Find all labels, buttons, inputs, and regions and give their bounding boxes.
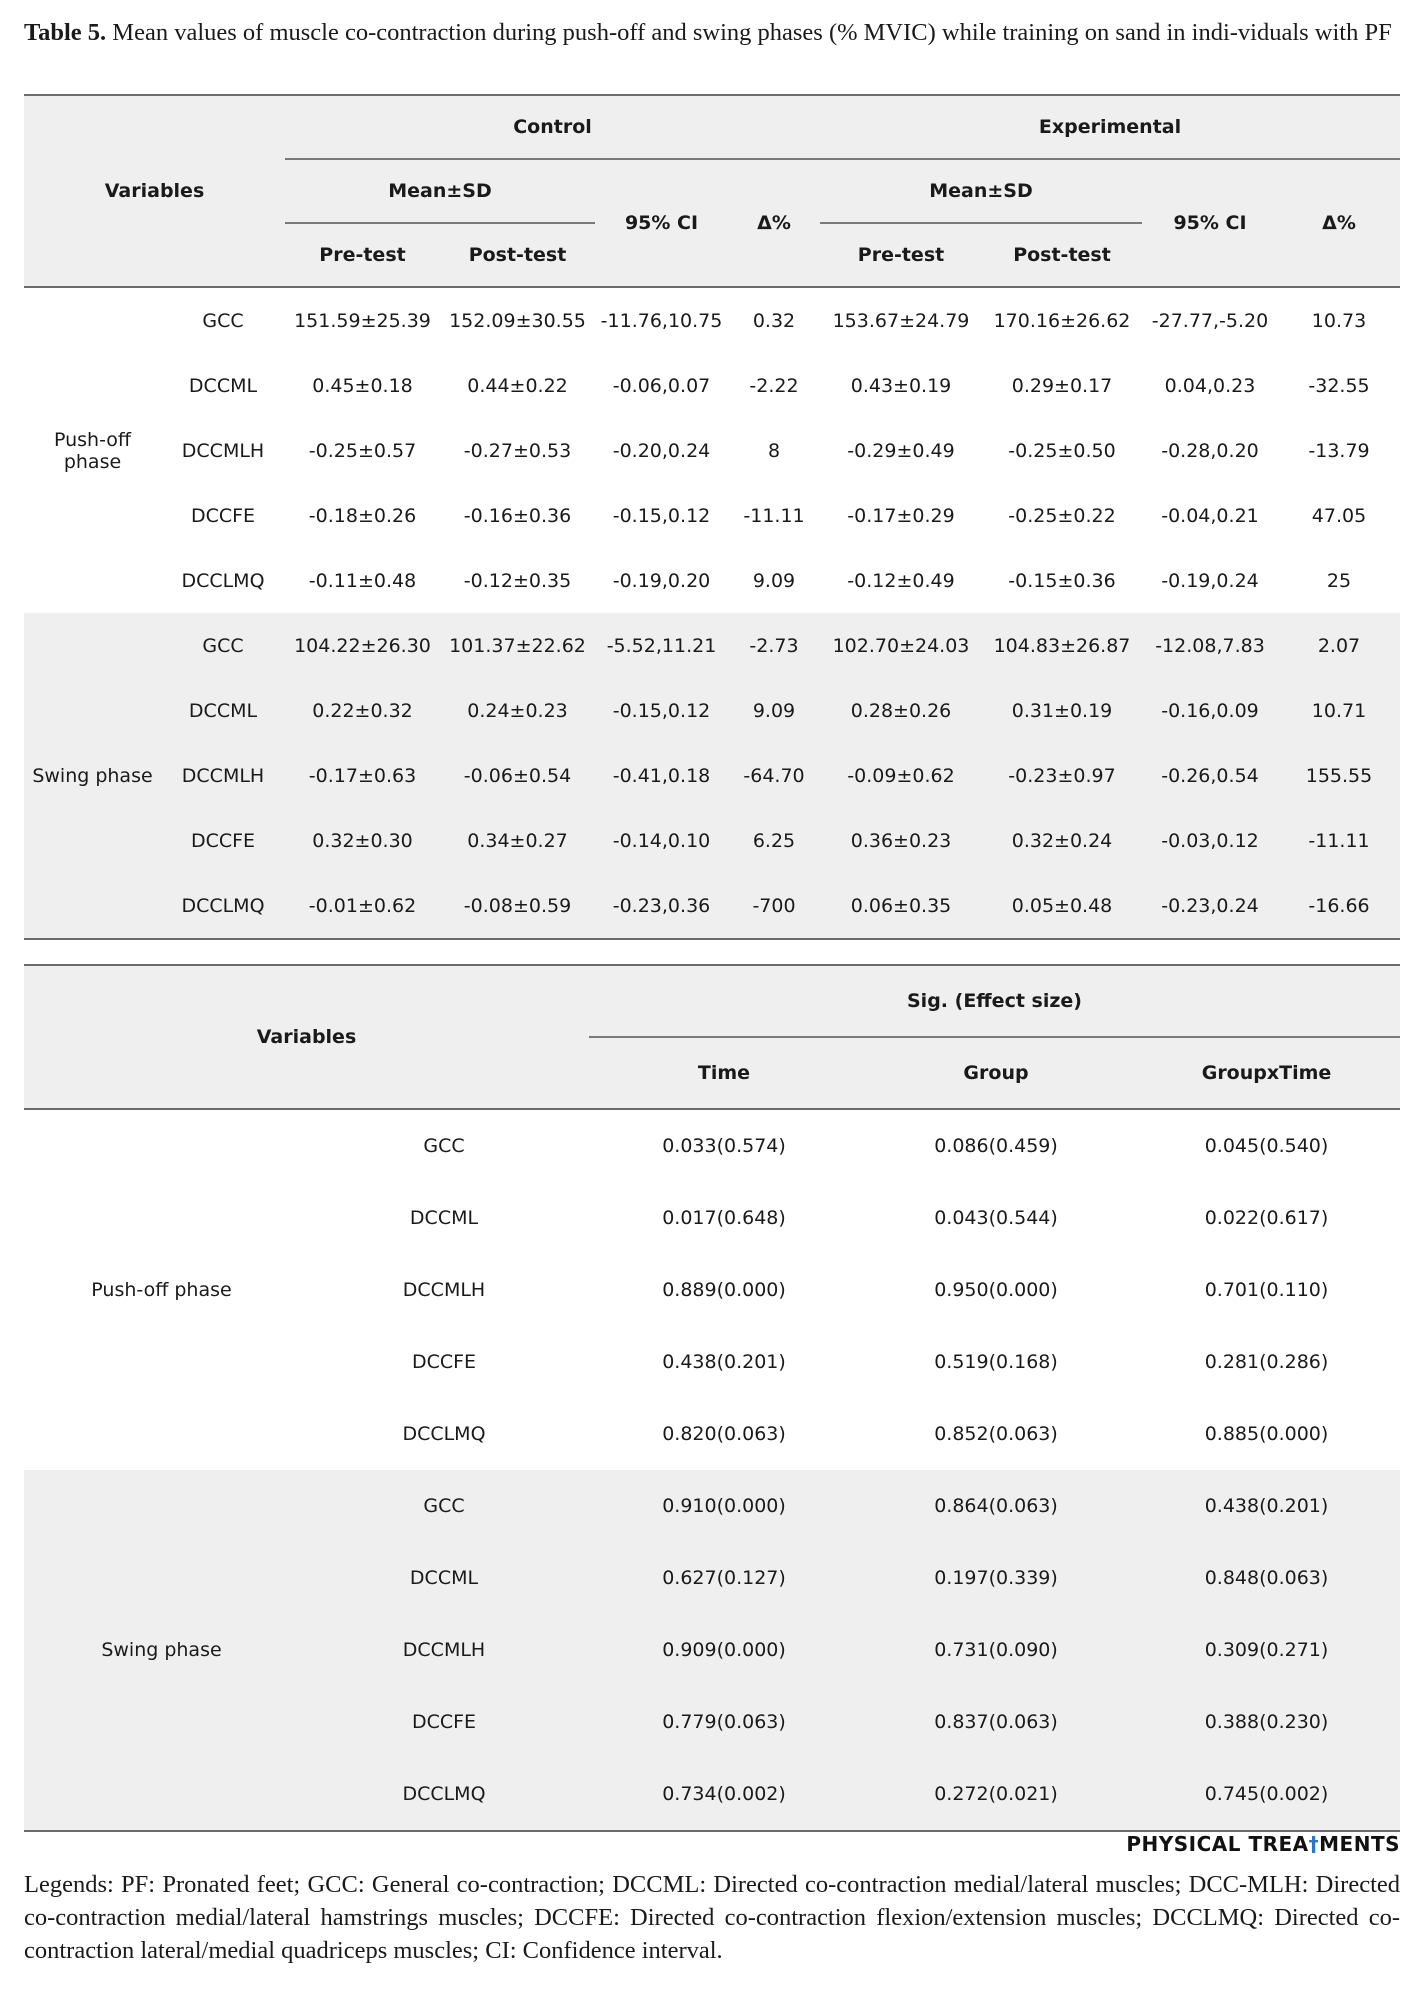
significance-table xyxy=(24,964,1400,1832)
descriptive-stats-table xyxy=(24,94,1400,940)
experimental-post-cell: -0.25±0.22 xyxy=(1008,504,1116,527)
variable-cell: DCCFE xyxy=(411,1351,477,1373)
logo-text-end: MENTS xyxy=(1319,1832,1400,1856)
experimental-post-cell: -0.15±0.36 xyxy=(1008,569,1116,592)
control-post-cell: 0.34±0.27 xyxy=(467,829,568,852)
control-delta-cell: 8 xyxy=(767,439,781,462)
group-cell: 0.837(0.063) xyxy=(934,1711,1058,1733)
control-post-cell: -0.12±0.35 xyxy=(463,569,572,592)
variables-header: Variables xyxy=(24,95,285,287)
control-post-cell: -0.06±0.54 xyxy=(463,764,572,787)
groupxtime-cell: 0.045(0.540) xyxy=(1204,1135,1329,1157)
experimental-post-cell: 0.05±0.48 xyxy=(982,873,1142,939)
control-delta-cell: -64.70 xyxy=(743,764,805,787)
experimental-delta-cell: -32.55 xyxy=(1308,374,1370,397)
control-pre-cell: 104.22±26.30 xyxy=(294,634,431,657)
variable-cell: DCCMLH xyxy=(402,1279,486,1301)
control-pre-cell: 151.59±25.39 xyxy=(294,309,431,332)
document-page xyxy=(24,0,1400,49)
experimental-post-cell: 104.83±26.87 xyxy=(993,634,1131,657)
group-cell: 0.731(0.090) xyxy=(934,1639,1058,1661)
control-pre-cell: -0.01±0.62 xyxy=(285,873,440,939)
control-post-cell: 0.44±0.22 xyxy=(467,374,568,397)
phase-label: Swing phase xyxy=(24,1470,299,1831)
control-delta-cell: 9.09 xyxy=(752,699,796,722)
sig-effect-size-header: Sig. (Effect size) xyxy=(589,965,1400,1037)
groupxtime-header: GroupxTime xyxy=(1133,1037,1400,1109)
table-row xyxy=(24,1109,1400,1182)
groupxtime-cell: 0.388(0.230) xyxy=(1204,1711,1329,1733)
variable-cell: DCCLMQ xyxy=(161,873,285,939)
control-pre-header: Pre-test xyxy=(285,223,440,287)
table-row xyxy=(24,353,1400,418)
experimental-post-cell: -0.23±0.97 xyxy=(1008,764,1116,787)
time-header: Time xyxy=(589,1037,859,1109)
control-pre-cell: -0.11±0.48 xyxy=(308,569,417,592)
experimental-pre-cell: -0.17±0.29 xyxy=(847,504,955,527)
variable-cell: DCCLMQ xyxy=(299,1758,589,1831)
control-header: Control xyxy=(285,95,820,159)
experimental-pre-cell: 153.67±24.79 xyxy=(832,309,970,332)
variable-cell: GCC xyxy=(423,1135,465,1157)
control-mean-sd-header: Mean±SD xyxy=(285,159,595,223)
control-ci-cell: -5.52,11.21 xyxy=(606,634,717,657)
experimental-ci-cell: 0.04,0.23 xyxy=(1164,374,1256,397)
control-ci-cell: -11.76,10.75 xyxy=(600,309,723,332)
experimental-ci-cell: -0.03,0.12 xyxy=(1161,829,1259,852)
phase-label: Push-off phase xyxy=(53,428,132,473)
variable-cell: DCCML xyxy=(409,1207,479,1229)
control-ci-cell: -0.41,0.18 xyxy=(612,764,711,787)
time-cell: 0.909(0.000) xyxy=(662,1639,786,1661)
table-title: Mean values of muscle co-contraction during push-off and swing phases (% MVIC) while training on sand in indi-viduals with PF xyxy=(112,19,1392,46)
group-cell: 0.272(0.021) xyxy=(859,1758,1133,1831)
groupxtime-cell: 0.848(0.063) xyxy=(1204,1567,1329,1589)
group-header: Group xyxy=(859,1037,1133,1109)
experimental-ci-cell: -0.28,0.20 xyxy=(1161,439,1259,462)
control-pre-cell: -0.18±0.26 xyxy=(308,504,417,527)
control-ci-cell: -0.19,0.20 xyxy=(612,569,711,592)
experimental-header: Experimental xyxy=(820,95,1400,159)
table-row xyxy=(24,1470,1400,1542)
experimental-pre-header: Pre-test xyxy=(820,223,982,287)
control-post-cell: 101.37±22.62 xyxy=(449,634,586,657)
table-row xyxy=(24,287,1400,353)
time-cell: 0.820(0.063) xyxy=(662,1423,786,1445)
control-post-cell: -0.27±0.53 xyxy=(463,439,572,462)
table-row xyxy=(24,613,1400,678)
experimental-pre-cell: 0.36±0.23 xyxy=(850,829,952,852)
variable-cell: DCCML xyxy=(188,699,258,722)
control-delta-cell: 9.09 xyxy=(752,569,796,592)
variable-cell: DCCLMQ xyxy=(181,569,265,592)
phase-label: Swing phase xyxy=(24,613,161,939)
time-cell: 0.627(0.127) xyxy=(662,1567,786,1589)
variable-cell: GCC xyxy=(202,634,244,657)
control-ci-cell: -0.15,0.12 xyxy=(612,504,711,527)
experimental-ci-cell: -27.77,-5.20 xyxy=(1151,309,1269,332)
control-pre-cell: -0.17±0.63 xyxy=(308,764,417,787)
groupxtime-cell: 0.745(0.002) xyxy=(1133,1758,1400,1831)
control-ci-cell: -0.14,0.10 xyxy=(612,829,711,852)
experimental-delta-cell: -13.79 xyxy=(1308,439,1370,462)
control-delta-cell: -11.11 xyxy=(743,504,805,527)
experimental-delta-cell: -11.11 xyxy=(1308,829,1370,852)
experimental-pre-cell: -0.29±0.49 xyxy=(847,439,955,462)
time-cell: 0.033(0.574) xyxy=(662,1135,786,1157)
logo-cross-icon: † xyxy=(1308,1832,1320,1856)
table-row xyxy=(24,808,1400,873)
control-delta-cell: -2.73 xyxy=(749,634,799,657)
experimental-delta-header: Δ% xyxy=(1278,159,1400,287)
control-delta-header: Δ% xyxy=(728,159,820,287)
groupxtime-cell: 0.885(0.000) xyxy=(1204,1423,1329,1445)
table-legend: Legends: PF: Pronated feet; GCC: General co-contraction; DCCML: Directed co-contraction medial/lateral muscles; DCC-MLH: Directed co-contraction medial/lateral hamstrings muscles; DCCFE: Directed co-contraction flexion/extension muscles; DCCLMQ: Directed co-contraction lateral/medial quadriceps muscles; CI: Confidence interval. xyxy=(24,1871,1400,1964)
time-cell: 0.734(0.002) xyxy=(589,1758,859,1831)
variable-cell: DCCML xyxy=(188,374,258,397)
phase-label: Push-off phase xyxy=(91,1279,232,1301)
group-cell: 0.086(0.459) xyxy=(934,1135,1058,1157)
experimental-pre-cell: 102.70±24.03 xyxy=(832,634,970,657)
control-ci-cell: -0.15,0.12 xyxy=(612,699,711,722)
time-cell: 0.438(0.201) xyxy=(662,1351,786,1373)
group-cell: 0.864(0.063) xyxy=(934,1495,1058,1517)
experimental-pre-cell: -0.09±0.62 xyxy=(847,764,955,787)
experimental-ci-cell: -12.08,7.83 xyxy=(1155,634,1265,657)
control-delta-cell: 6.25 xyxy=(752,829,796,852)
variable-cell: DCCFE xyxy=(411,1711,477,1733)
experimental-delta-cell: -16.66 xyxy=(1278,873,1400,939)
logo-text-start: PHYSICAL TREA xyxy=(1126,1832,1309,1856)
groupxtime-cell: 0.022(0.617) xyxy=(1204,1207,1329,1229)
experimental-post-cell: 0.29±0.17 xyxy=(1011,374,1113,397)
group-cell: 0.852(0.063) xyxy=(934,1423,1058,1445)
experimental-ci-header: 95% CI xyxy=(1142,159,1278,287)
table-row xyxy=(24,873,1400,939)
variable-cell: DCCML xyxy=(409,1567,479,1589)
control-ci-cell: -0.20,0.24 xyxy=(612,439,711,462)
experimental-post-cell: 0.31±0.19 xyxy=(1011,699,1113,722)
experimental-delta-cell: 2.07 xyxy=(1317,634,1361,657)
experimental-pre-cell: 0.28±0.26 xyxy=(850,699,952,722)
variable-cell: DCCMLH xyxy=(402,1639,486,1661)
time-cell: 0.910(0.000) xyxy=(662,1495,786,1517)
table-row xyxy=(24,743,1400,808)
table-row xyxy=(24,483,1400,548)
groupxtime-cell: 0.701(0.110) xyxy=(1204,1279,1329,1301)
experimental-post-cell: -0.25±0.50 xyxy=(1008,439,1116,462)
control-post-cell: -0.16±0.36 xyxy=(463,504,572,527)
table-row xyxy=(24,548,1400,613)
experimental-pre-cell: 0.43±0.19 xyxy=(850,374,952,397)
experimental-pre-cell: -0.12±0.49 xyxy=(847,569,955,592)
experimental-ci-cell: -0.04,0.21 xyxy=(1161,504,1259,527)
groupxtime-cell: 0.309(0.271) xyxy=(1204,1639,1329,1661)
variable-cell: DCCFE xyxy=(190,829,256,852)
journal-logo xyxy=(1126,1832,1400,1856)
variable-cell: GCC xyxy=(423,1495,465,1517)
control-pre-cell: -0.25±0.57 xyxy=(308,439,417,462)
control-post-header: Post-test xyxy=(440,223,595,287)
control-post-cell: -0.08±0.59 xyxy=(440,873,595,939)
control-pre-cell: 0.32±0.30 xyxy=(312,829,413,852)
control-delta-cell: -2.22 xyxy=(749,374,799,397)
control-post-cell: 0.24±0.23 xyxy=(467,699,568,722)
control-pre-cell: 0.22±0.32 xyxy=(312,699,413,722)
table-caption xyxy=(24,16,1400,49)
experimental-delta-cell: 10.71 xyxy=(1311,699,1367,722)
experimental-post-cell: 170.16±26.62 xyxy=(993,309,1131,332)
experimental-ci-cell: -0.16,0.09 xyxy=(1161,699,1259,722)
experimental-post-header: Post-test xyxy=(982,223,1142,287)
experimental-post-cell: 0.32±0.24 xyxy=(1011,829,1113,852)
experimental-delta-cell: 10.73 xyxy=(1311,309,1367,332)
experimental-delta-cell: 155.55 xyxy=(1305,764,1373,787)
groupxtime-cell: 0.438(0.201) xyxy=(1204,1495,1329,1517)
experimental-pre-cell: 0.06±0.35 xyxy=(820,873,982,939)
group-cell: 0.043(0.544) xyxy=(934,1207,1058,1229)
experimental-delta-cell: 47.05 xyxy=(1311,504,1367,527)
experimental-delta-cell: 25 xyxy=(1326,569,1352,592)
variable-cell: DCCFE xyxy=(190,504,256,527)
control-delta-cell: 0.32 xyxy=(752,309,796,332)
time-cell: 0.889(0.000) xyxy=(662,1279,786,1301)
time-cell: 0.017(0.648) xyxy=(662,1207,786,1229)
experimental-mean-sd-header: Mean±SD xyxy=(820,159,1142,223)
groupxtime-cell: 0.281(0.286) xyxy=(1204,1351,1329,1373)
control-ci-cell: -0.23,0.36 xyxy=(595,873,728,939)
variable-cell: DCCMLH xyxy=(181,764,265,787)
control-ci-header: 95% CI xyxy=(595,159,728,287)
variable-cell: DCCMLH xyxy=(181,439,265,462)
group-cell: 0.950(0.000) xyxy=(934,1279,1058,1301)
table-row xyxy=(24,678,1400,743)
sig-variables-header: Variables xyxy=(24,965,589,1109)
control-post-cell: 152.09±30.55 xyxy=(449,309,586,332)
group-cell: 0.197(0.339) xyxy=(934,1567,1058,1589)
experimental-ci-cell: -0.26,0.54 xyxy=(1161,764,1259,787)
control-pre-cell: 0.45±0.18 xyxy=(312,374,413,397)
table-label: Table 5. xyxy=(24,19,107,46)
control-ci-cell: -0.06,0.07 xyxy=(612,374,711,397)
experimental-ci-cell: -0.23,0.24 xyxy=(1142,873,1278,939)
variable-cell: DCCLMQ xyxy=(402,1423,486,1445)
variable-cell: GCC xyxy=(202,309,244,332)
group-cell: 0.519(0.168) xyxy=(934,1351,1058,1373)
table-row xyxy=(24,418,1400,483)
experimental-ci-cell: -0.19,0.24 xyxy=(1161,569,1259,592)
control-delta-cell: -700 xyxy=(728,873,820,939)
time-cell: 0.779(0.063) xyxy=(662,1711,786,1733)
